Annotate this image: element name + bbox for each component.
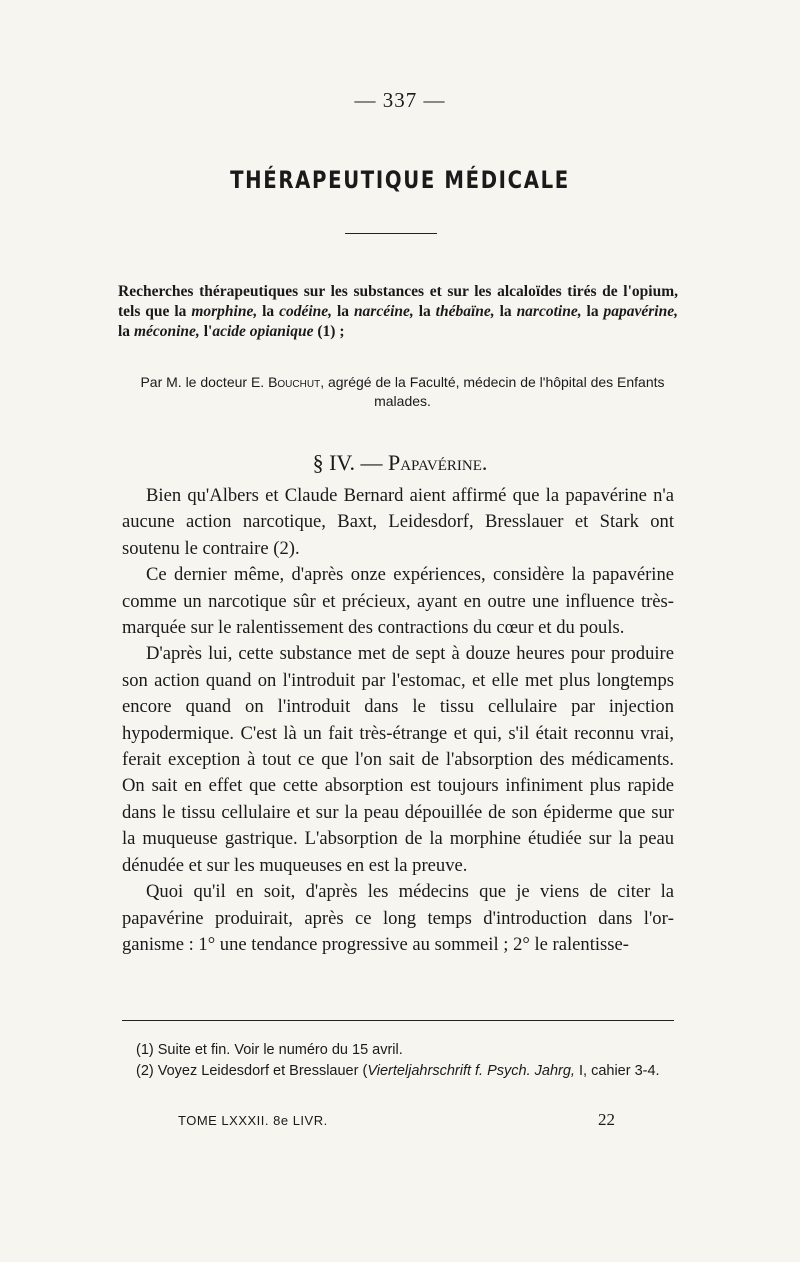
signature-mark: TOME LXXXII. 8e LIVR.: [178, 1113, 328, 1128]
footnote-2-prefix: (2) Voyez Leidesdorf et Bresslauer (: [136, 1063, 368, 1079]
article-title-text: la: [118, 323, 134, 340]
footnotes: [118, 1040, 678, 1082]
article-title-text: la: [413, 303, 436, 320]
paragraph: Ce dernier même, d'après onze expériences, considère la papavérine comme un narcotique sûr et précieux, ayant en outre une influence très-marquée sur le ralentissement des contractions du cœur et du pouls.: [122, 564, 674, 639]
title-rule: [345, 233, 437, 234]
subsection-label: § IV. —: [312, 450, 388, 475]
article-title-text: Recherches thérapeutiques sur les substances et sur les alcaloïdes tirés de l'opium, tels que la: [118, 283, 678, 320]
footnote-2-suffix: I, cahier 3-4.: [574, 1063, 660, 1079]
footnote-rule: [122, 1020, 674, 1021]
article-title-italic: narcéine,: [353, 303, 414, 320]
article-title-text: la: [332, 303, 354, 320]
article-title-text: la: [257, 303, 280, 320]
article-title-text: la: [581, 303, 604, 320]
footnote-2-italic: Vierteljahrschrift f. Psych. Jahrg,: [367, 1063, 575, 1079]
paragraph: D'après lui, cette substance met de sept à douze heures pour produire son action quand on l'introduit par l'estomac, et elle met plus longtemps encore quand on l'introduit dans le tissu cellulaire par injection hypodermique. C'est là un fait très-étrange et qui, s'il était reconnu vrai, ferait exception à tout ce que l'on sait de l'absorption des médicaments. On sait en effet que cette absorption est toujours infiniment plus rapide dans le tissu cellulaire et sur la peau dépouillée de son épiderme que sur la muqueuse gastrique. L'absorption de la morphine étudiée sur la peau dénudée et sur les muqueuses en est la preuve.: [122, 643, 674, 876]
article-title-italic: papavérine,: [603, 303, 678, 320]
article-title-italic: narcotine,: [516, 303, 582, 320]
subsection-heading: [0, 450, 800, 476]
article-title-text: (1) ;: [313, 323, 345, 340]
paragraph: Quoi qu'il en soit, d'après les médecins que je viens de citer la papavérine produirait, après ce long temps d'introduction dans l'organisme : 1° une tendance progressive au sommeil ; 2° le ralentisse-: [122, 881, 674, 955]
author-name: Bouchut: [268, 374, 321, 390]
footnote-1: (1) Suite et fin. Voir le numéro du 15 avril.: [136, 1042, 403, 1058]
article-title: [118, 282, 678, 342]
article-title-text: l': [199, 323, 213, 340]
subsection-name: Papavérine.: [387, 450, 488, 475]
section-title: THÉRAPEUTIQUE MÉDICALE: [230, 166, 570, 194]
page-number: — 337 —: [354, 88, 446, 112]
author-line: [130, 373, 675, 411]
article-title-text: la: [494, 303, 517, 320]
author-prefix: Par M. le docteur E.: [140, 374, 269, 390]
article-title-italic: codéine,: [279, 303, 333, 320]
footnote-2: [118, 1061, 678, 1082]
article-title-italic: thébaïne,: [435, 303, 495, 320]
paragraph: Bien qu'Albers et Claude Bernard aient affirmé que la papavérine n'a aucune action narcotique, Baxt, Leidesdorf, Bresslauer et Stark ont soutenu le contraire (2).: [122, 485, 674, 559]
article-title-italic: acide opianique: [212, 323, 314, 340]
author-suffix: , agrégé de la Faculté, médecin de l'hôpital des Enfants malades.: [320, 374, 665, 409]
article-title-italic: méconine,: [133, 323, 200, 340]
sheet-number: 22: [598, 1110, 615, 1129]
body-text: [122, 483, 674, 958]
article-title-italic: morphine,: [191, 303, 258, 320]
